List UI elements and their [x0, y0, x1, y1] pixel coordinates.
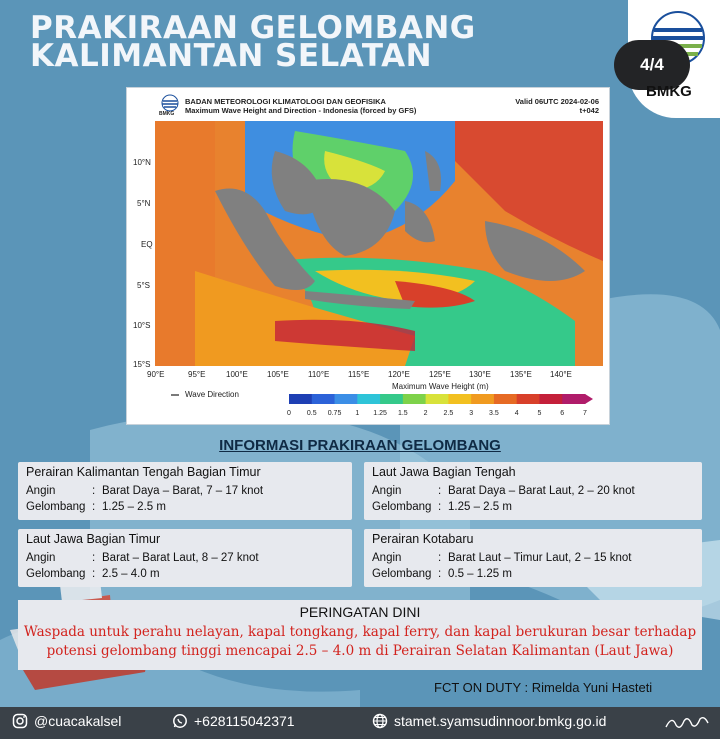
colorbar-tick-label: 5: [537, 410, 542, 417]
angin-label: Angin: [26, 552, 56, 564]
colorbar-extend-arrow: [585, 394, 593, 404]
page-indicator: 4/4: [614, 40, 690, 90]
separator: :: [438, 568, 442, 580]
angin-value: Barat Daya – Barat Laut, 2 – 20 knot: [448, 485, 635, 497]
colorbar-tick-label: 3: [469, 410, 474, 417]
colorbar-segment: [494, 394, 517, 404]
duty-name: Rimelda Yuni Hasteti: [531, 680, 653, 695]
lat-label: 5°N: [137, 199, 151, 208]
lon-label: 140°E: [550, 370, 572, 379]
colorbar-tick-label: 6: [560, 410, 565, 417]
gelombang-label: Gelombang: [26, 501, 86, 513]
lon-label: 100°E: [226, 370, 248, 379]
area-name: Laut Jawa Bagian Tengah: [372, 465, 516, 479]
instagram-handle: @cuacakalsel: [34, 713, 122, 729]
gelombang-label: Gelombang: [372, 501, 432, 513]
area-card: [18, 529, 352, 587]
colorbar-segment: [312, 394, 335, 404]
colorbar-title: Maximum Wave Height (m): [392, 382, 489, 391]
map-logo-caption: BMKG: [159, 111, 175, 117]
wave-map-panel: [126, 87, 610, 425]
whatsapp-number: +628115042371: [194, 713, 295, 729]
separator: :: [438, 552, 442, 564]
lon-label: 130°E: [469, 370, 491, 379]
wave-map-graphic: [155, 121, 603, 366]
colorbar-tick-label: 1.5: [397, 410, 408, 417]
colorbar-tick-label: 3.5: [489, 410, 499, 417]
lon-label: 135°E: [510, 370, 532, 379]
gelombang-value: 1.25 – 2.5 m: [102, 501, 166, 513]
lat-label: EQ: [141, 240, 153, 249]
website-link[interactable]: [372, 713, 606, 729]
duty-label: FCT ON DUTY :: [434, 680, 529, 695]
colorbar-segment: [562, 394, 585, 404]
colorbar-segment: [403, 394, 426, 404]
separator: :: [438, 485, 442, 497]
colorbar-segment: [539, 394, 562, 404]
gelombang-row: [26, 501, 166, 513]
website-url: stamet.syamsudinnoor.bmkg.go.id: [394, 713, 607, 729]
arrow-legend-icon: [171, 392, 181, 398]
wave-height-map: [155, 121, 603, 366]
separator: :: [92, 485, 96, 497]
map-valid-time: Valid 06UTC 2024-02-06: [515, 97, 599, 106]
lon-label: 115°E: [348, 370, 370, 379]
gelombang-value: 1.25 – 2.5 m: [448, 501, 512, 513]
angin-value: Barat – Barat Laut, 8 – 27 knot: [102, 552, 259, 564]
gelombang-row: [372, 568, 512, 580]
angin-row: [26, 552, 259, 564]
area-name: Laut Jawa Bagian Timur: [26, 532, 161, 546]
lat-label: 5°S: [137, 281, 150, 290]
whatsapp-icon: [172, 713, 188, 729]
map-agency: BADAN METEOROLOGI KLIMATOLOGI DAN GEOFISIKA: [185, 97, 386, 106]
warning-line-2: potensi gelombang tinggi mencapai 2.5 – 4.0 m di Perairan Selatan Kalimantan (Laut Jawa): [46, 643, 674, 659]
gelombang-row: [372, 501, 512, 513]
map-forecast-step: t+042: [579, 106, 599, 115]
colorbar-segment: [357, 394, 380, 404]
footer-bar: [0, 707, 720, 739]
colorbar-tick-label: 0.5: [306, 410, 317, 417]
gelombang-value: 2.5 – 4.0 m: [102, 568, 160, 580]
separator: :: [92, 568, 96, 580]
angin-row: [372, 485, 635, 497]
warning-title: PERINGATAN DINI: [299, 604, 421, 620]
legend-label: Wave Direction: [185, 390, 239, 399]
angin-label: Angin: [372, 485, 402, 497]
lon-label: 105°E: [267, 370, 289, 379]
globe-icon: [372, 713, 388, 729]
colorbar-segment: [289, 394, 312, 404]
warning-text: [18, 623, 702, 661]
wave-direction-legend: [171, 390, 239, 399]
forecaster-on-duty: [434, 680, 652, 695]
angin-label: Angin: [26, 485, 56, 497]
colorbar-segment: [448, 394, 471, 404]
lon-label: 95°E: [188, 370, 206, 379]
gelombang-label: Gelombang: [372, 568, 432, 580]
angin-value: Barat Laut – Timur Laut, 2 – 15 knot: [448, 552, 632, 564]
signature-icon: [664, 713, 710, 733]
page-title: [30, 10, 476, 74]
lon-label: 90°E: [147, 370, 165, 379]
colorbar-tick-label: 0.75: [327, 410, 342, 417]
whatsapp-link[interactable]: [172, 713, 295, 729]
lat-label: 10°S: [133, 321, 151, 330]
lon-label: 110°E: [308, 370, 330, 379]
area-card: [364, 462, 702, 520]
lat-label: 15°S: [133, 360, 151, 369]
area-name: Perairan Kalimantan Tengah Bagian Timur: [26, 465, 261, 479]
area-card: [364, 529, 702, 587]
separator: :: [92, 552, 96, 564]
map-subtitle: Maximum Wave Height and Direction - Indonesia (forced by GFS): [185, 106, 417, 115]
info-section-title: INFORMASI PRAKIRAAN GELOMBANG: [219, 437, 501, 454]
colorbar-segment: [517, 394, 540, 404]
colorbar-segment: [471, 394, 494, 404]
colorbar-tick-label: 1: [355, 410, 360, 417]
instagram-link[interactable]: [12, 713, 121, 729]
colorbar-tick-label: 1.25: [373, 410, 387, 417]
colorbar-tick-label: 7: [583, 410, 587, 417]
colorbar-segment: [335, 394, 358, 404]
lon-label: 125°E: [429, 370, 451, 379]
separator: :: [438, 501, 442, 513]
angin-value: Barat Daya – Barat, 7 – 17 knot: [102, 485, 264, 497]
lon-label: 120°E: [388, 370, 410, 379]
title-line-1: PRAKIRAAN GELOMBANG: [30, 10, 476, 46]
angin-row: [372, 552, 631, 564]
early-warning-box: [18, 600, 702, 670]
colorbar-tick-label: 4: [514, 410, 519, 417]
area-name: Perairan Kotabaru: [372, 532, 474, 546]
angin-row: [26, 485, 263, 497]
colorbar-tick-label: 2: [423, 410, 428, 417]
area-card: [18, 462, 352, 520]
gelombang-value: 0.5 – 1.25 m: [448, 568, 512, 580]
colorbar: [289, 394, 599, 420]
warning-line-1: Waspada untuk perahu nelayan, kapal tongkang, kapal ferry, dan kapal berukuran besar terhadap: [23, 624, 697, 640]
angin-label: Angin: [372, 552, 402, 564]
colorbar-tick-label: 2.5: [443, 410, 454, 417]
colorbar-tick-label: 0: [287, 410, 291, 417]
lat-label: 10°N: [133, 158, 151, 167]
bmkg-logo-text: BMKG: [646, 83, 692, 100]
instagram-icon: [12, 713, 28, 729]
separator: :: [92, 501, 96, 513]
colorbar-segment: [380, 394, 403, 404]
gelombang-row: [26, 568, 160, 580]
colorbar-segment: [426, 394, 449, 404]
gelombang-label: Gelombang: [26, 568, 86, 580]
title-line-2: KALIMANTAN SELATAN: [30, 38, 433, 74]
